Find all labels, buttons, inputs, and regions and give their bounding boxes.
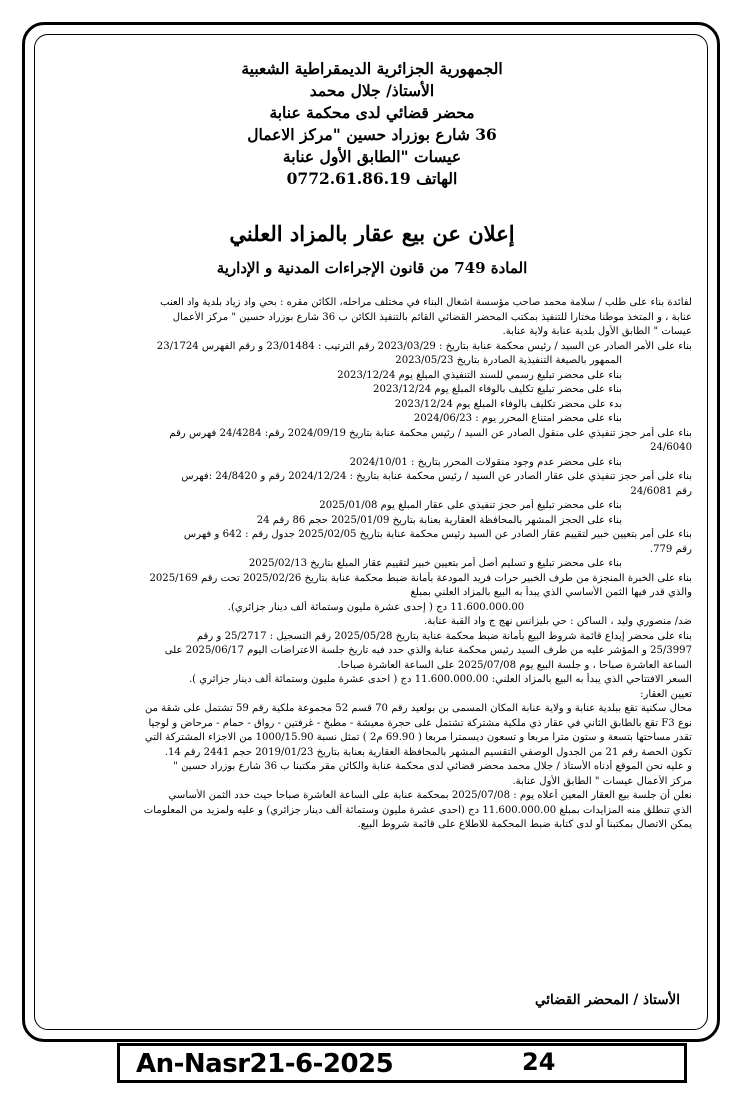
- body-line: 11.600.000.00 دج ( إحدى عشرة مليون وستمائة ألف دينار جزائري).: [227, 601, 525, 613]
- body-line: بناء على محضر امتناع المحرر يوم : 2024/06/23: [413, 413, 622, 424]
- body-line: 24/6040: [650, 442, 692, 453]
- body-line: بناء على أمر حجز تنفيذي على منقول الصادر عن السيد / رئيس محكمة عنابة بتاريخ 2024/09/19 رقم: 24/4284 فهرس رقم: [169, 427, 692, 439]
- body-line: والذي قدر فيها الثمن الأساسي الذي يبدأ به البيع بالمزاد العلني بمبلغ: [410, 587, 692, 598]
- body-line: بناء على محضر تبليغ تكليف بالوفاء المبلغ يوم 2023/12/24: [373, 384, 622, 395]
- header-line-role: محضر قضائي لدى محكمة عنابة: [269, 103, 475, 122]
- body-line: عيسات " الطابق الأول بلدية عنابة ولاية عنابة.: [502, 326, 692, 337]
- body-line: يمكن الاتصال بمكتبنا أو لدى كتابة ضبط المحكمة للاطلاع على قائمة شروط البيع.: [357, 819, 692, 830]
- header-line-floor: عيسات "الطابق الأول عنابة: [282, 147, 462, 166]
- body-line: مركز الأعمال عيسات " الطابق الأول عنابة.: [512, 775, 692, 787]
- body-line: تعيين العقار:: [640, 688, 692, 700]
- newspaper-footer: [117, 1043, 687, 1083]
- body-line: بناء على الأمر الصادر عن السيد / رئيس محكمة عنابة بتاريخ : 2023/03/29 رقم الترتيب : 23/01484 و رقم الفهرس 23/1724: [156, 340, 692, 352]
- body-line: و عليه نحن الموقع أدناه الأستاذ / جلال محمد محضر قضائي لدى محكمة عنابة والكائن مقر مكتبنا ب 36 شارع بوزراد حسين ": [173, 761, 692, 772]
- body-line: بدء على محضر تكليف بالوفاء المبلغ يوم 2023/12/24: [394, 398, 622, 410]
- announcement-subtitle: المادة 749 من قانون الإجراءات المدنية و الإدارية: [216, 259, 528, 277]
- body-line: الذي تنطلق منه المزايدات بمبلغ 11.600.000.00 دج (احدى عشرة مليون وستمائة ألف دينار جزائري) و عليه ولمزيد من المعلومات: [143, 804, 692, 816]
- body-line: ضد/ منصوري وليد ، الساكن : حي بليزانس نهج ج واد القبة عنابة.: [424, 616, 692, 627]
- body-line: تقدر مساحتها بتسعة و ستون مترا مربعا و تسعون ديسمترا مربعا ( 69.90 م2 ) تمثل نسبة 1000/15.90 من الاجزاء المشتركة التي: [144, 732, 692, 743]
- body-line: الساعة العاشرة صباحا ، و جلسة البيع يوم 2025/07/08 على الساعة العاشرة صباحا.: [337, 659, 692, 671]
- body-line: بناء على محضر عدم وجود منقولات المحرر بتاريخ : 2024/10/01: [349, 456, 622, 468]
- body-line: رقم 779.: [649, 543, 692, 555]
- body-line: السعر الافتتاحي الذي يبدأ به البيع بالمزاد العلني: 11.600.000.00 دج ( احدى عشرة مليون وستمائة ألف دينار جزائري ).: [188, 674, 692, 685]
- header-line-address: 36 شارع بوزراد حسين "مركز الاعمال: [247, 125, 497, 144]
- announcement-body: [60, 296, 692, 833]
- body-line: رقم 24/6081: [630, 485, 692, 497]
- body-line: نوع F3 تقع بالطابق الثاني في عقار ذي ملكية مشتركة تشتمل على حجرة معيشة - مطبخ - غرفتين - رواق - حمام - مرحاض و لوجيا: [148, 717, 692, 729]
- body-line: 25/3997 و المؤشر عليه من طرف السيد رئيس محكمة عنابة والذي حدد فيه تاريخ جلسة الاعتراضات اليوم 2025/06/17 على: [164, 645, 692, 656]
- body-line: بناء على الخبرة المنجزة من طرف الخبير حرات فريد المودعة بأمانة ضبط محكمة عنابة بتاريخ 2025/02/26 تحت رقم 2025/169: [149, 572, 692, 584]
- body-line: الممهور بالصيغة التنفيذية الصادرة بتاريخ 2023/05/23: [395, 355, 622, 366]
- body-line: بناء على محضر إيداع قائمة شروط البيع بأمانة ضبط محكمة عنابة بتاريخ 2025/05/28 رقم التسجيل : 25/2717 و رقم: [196, 630, 692, 642]
- publication-name-date: An-Nasr21-6-2025: [136, 1049, 394, 1079]
- body-line: بناء على محضر تبليغ رسمي للسند التنفيذي المبلغ يوم 2023/12/24: [337, 369, 622, 381]
- letterhead: [40, 58, 704, 190]
- body-line: عنابة ، و المتخذ موطنا مختارا للتنفيذ بمكتب المحضر القضائي القائم بالتنفيذ الكائن ب 36 شارع بوزراد حسين " مركز الأعمال: [172, 311, 692, 323]
- body-line: بناء على الحجز المشهر بالمحافظة العقارية بعنابة بتاريخ 2025/01/09 حجم 86 رقم 24: [256, 514, 622, 526]
- body-line: بناء على أمر حجز تنفيذي على عقار الصادر عن السيد / رئيس محكمة عنابة بتاريخ : 2024/12/24 رقم و 24/8420 :فهرس: [181, 471, 692, 482]
- signature: الأستاذ / المحضر القضائي: [534, 992, 680, 1008]
- announcement-title: إعلان عن بيع عقار بالمزاد العلني: [229, 221, 515, 246]
- body-line: محال سكنية تقع ببلدية عنابة و ولاية عنابة المكان المسمى بن بولعيد رقم 70 قسم 52 مجموعة ملكية رقم 59 تشتمل على شقة من: [144, 703, 692, 714]
- header-line-phone: الهاتف 0772.61.86.19: [286, 169, 458, 188]
- body-line: لفائدة بناء على طلب / سلامة محمد صاحب مؤسسة اشغال البناء في مختلف مراحله، الكائن مقره : بحي واد زياد بلدية واد العنب: [160, 297, 692, 308]
- body-line: تكون الحصة رقم 21 من الجدول الوصفي التقسيم المشهر بالمحافظة العقارية بعنابة بتاريخ 2019/01/23 حجم 2441 رقم 14.: [164, 746, 692, 758]
- page-number: 24: [522, 1048, 556, 1076]
- body-line: بناء على محضر تبليغ أمر حجز تنفيذي على عقار المبلغ يوم 2025/01/08: [319, 500, 622, 511]
- header-line-name: الأستاذ/ جلال محمد: [309, 81, 435, 100]
- body-line: بناء على أمر بتعيين خبير لتقييم عقار الصادر عن السيد رئيس محكمة عنابة بتاريخ 2025/02/05 جدول رقم : 642 و فهرس: [183, 529, 692, 540]
- body-line: نعلن أن جلسة بيع العقار المعين أعلاه يوم : 2025/07/08 بمحكمة عنابة على الساعة العاشرة صباحا حيث حدد الثمن الأساسي: [168, 790, 692, 801]
- body-line: بناء على محضر تبليغ و تسليم أصل أمر بتعيين خبير لتقييم عقار المبلغ بتاريخ 2025/02/13: [248, 558, 622, 569]
- header-line-country: الجمهورية الجزائرية الديمقراطية الشعبية: [241, 59, 503, 78]
